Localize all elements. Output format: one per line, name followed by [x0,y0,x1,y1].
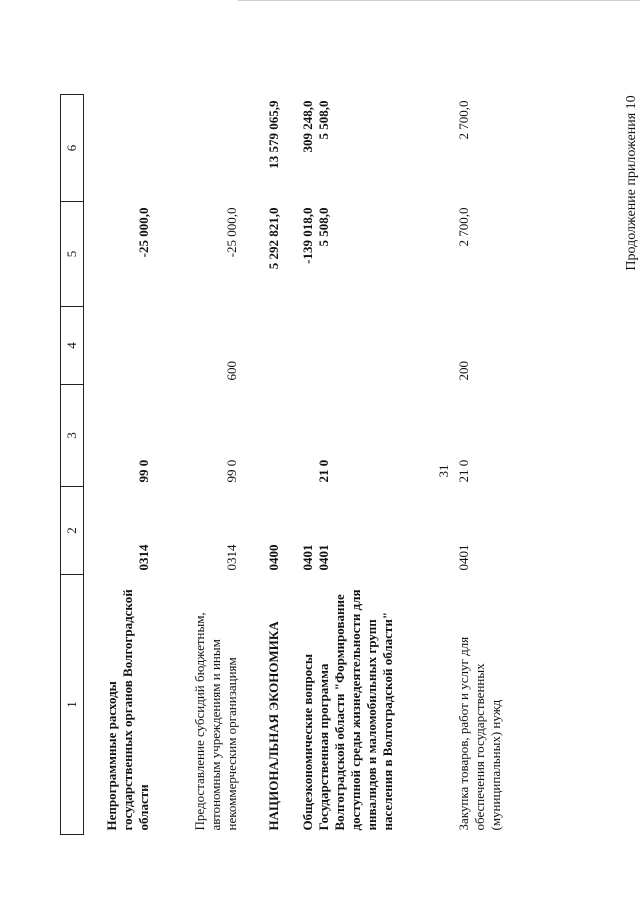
row-section-code: 0314 [135,544,151,571]
row-kind-code [316,307,456,385]
table-row [84,95,152,835]
row-amount-col6: 2 700,0 [455,100,471,140]
row-amount-col5: 5 292 821,0 [265,207,281,270]
row-kind-code [282,307,316,385]
row-name: Непрограммные расходы государственных органов Волгоградской области [103,589,151,831]
budget-table [60,94,526,835]
row-section-code: 0401 [455,544,471,571]
row-target-code: 21 0 [315,459,331,483]
row-section-code: 0401 [315,544,331,571]
table-row [282,95,316,835]
header-row [61,95,84,835]
row-kind-code: 600 [223,361,239,381]
row-amount-col5: 5 508,0 [315,207,331,247]
continuation-label: Продолжение приложения 10 [624,95,639,271]
row-target-code [240,385,282,487]
row-name: Государственная программа Волгоградской области "Формирование доступной среды жизнедеятельности для инвалидов и маломобильных групп населения в Волгоградской области" [315,589,395,831]
row-amount-col6 [152,95,240,202]
budget-table-rotated [60,95,580,835]
table-row [316,95,456,835]
row-amount-col5: -25 000,0 [223,207,239,258]
row-amount-col6: 5 508,0 [315,100,331,140]
table-row [240,95,282,835]
row-name: НАЦИОНАЛЬНАЯ ЭКОНОМИКА [265,621,281,831]
row-name: Общеэкономические вопросы [299,654,315,831]
table-row [152,95,240,835]
row-amount-col5: 2 700,0 [455,207,471,247]
header-col-6: 6 [61,95,84,202]
row-name: Закупка товаров, работ и услуг для обеспечения государственных (муниципальных) нужд [455,636,503,831]
row-target-code [282,385,316,487]
row-target-code: 21 0 [455,459,471,483]
row-kind-code [240,307,282,385]
row-kind-code [84,307,152,385]
row-amount-col6: 309 248,0 [299,100,315,153]
header-col-1: 1 [61,575,84,835]
scan-edge-line [238,0,640,1]
row-amount-col6: 13 579 065,9 [265,100,281,169]
row-target-code: 99 0 [223,459,239,483]
header-col-3: 3 [61,385,84,487]
row-kind-code: 200 [455,361,471,381]
row-name: Предоставление субсидий бюджетным, автономным учреждениям и иным некоммерческим организациям [191,612,239,831]
row-section-code: 0401 [299,544,315,571]
header-col-4: 4 [61,307,84,385]
row-section-code: 0400 [265,544,281,571]
page-number: 31 [436,464,451,478]
row-section-code: 0314 [223,544,239,571]
row-amount-col5: -139 018,0 [299,207,315,264]
row-amount-col6 [84,95,152,202]
row-amount-col5: -25 000,0 [135,207,151,258]
header-col-5: 5 [61,202,84,307]
header-col-2: 2 [61,487,84,575]
row-target-code: 99 0 [135,459,151,483]
table-row [456,95,526,835]
